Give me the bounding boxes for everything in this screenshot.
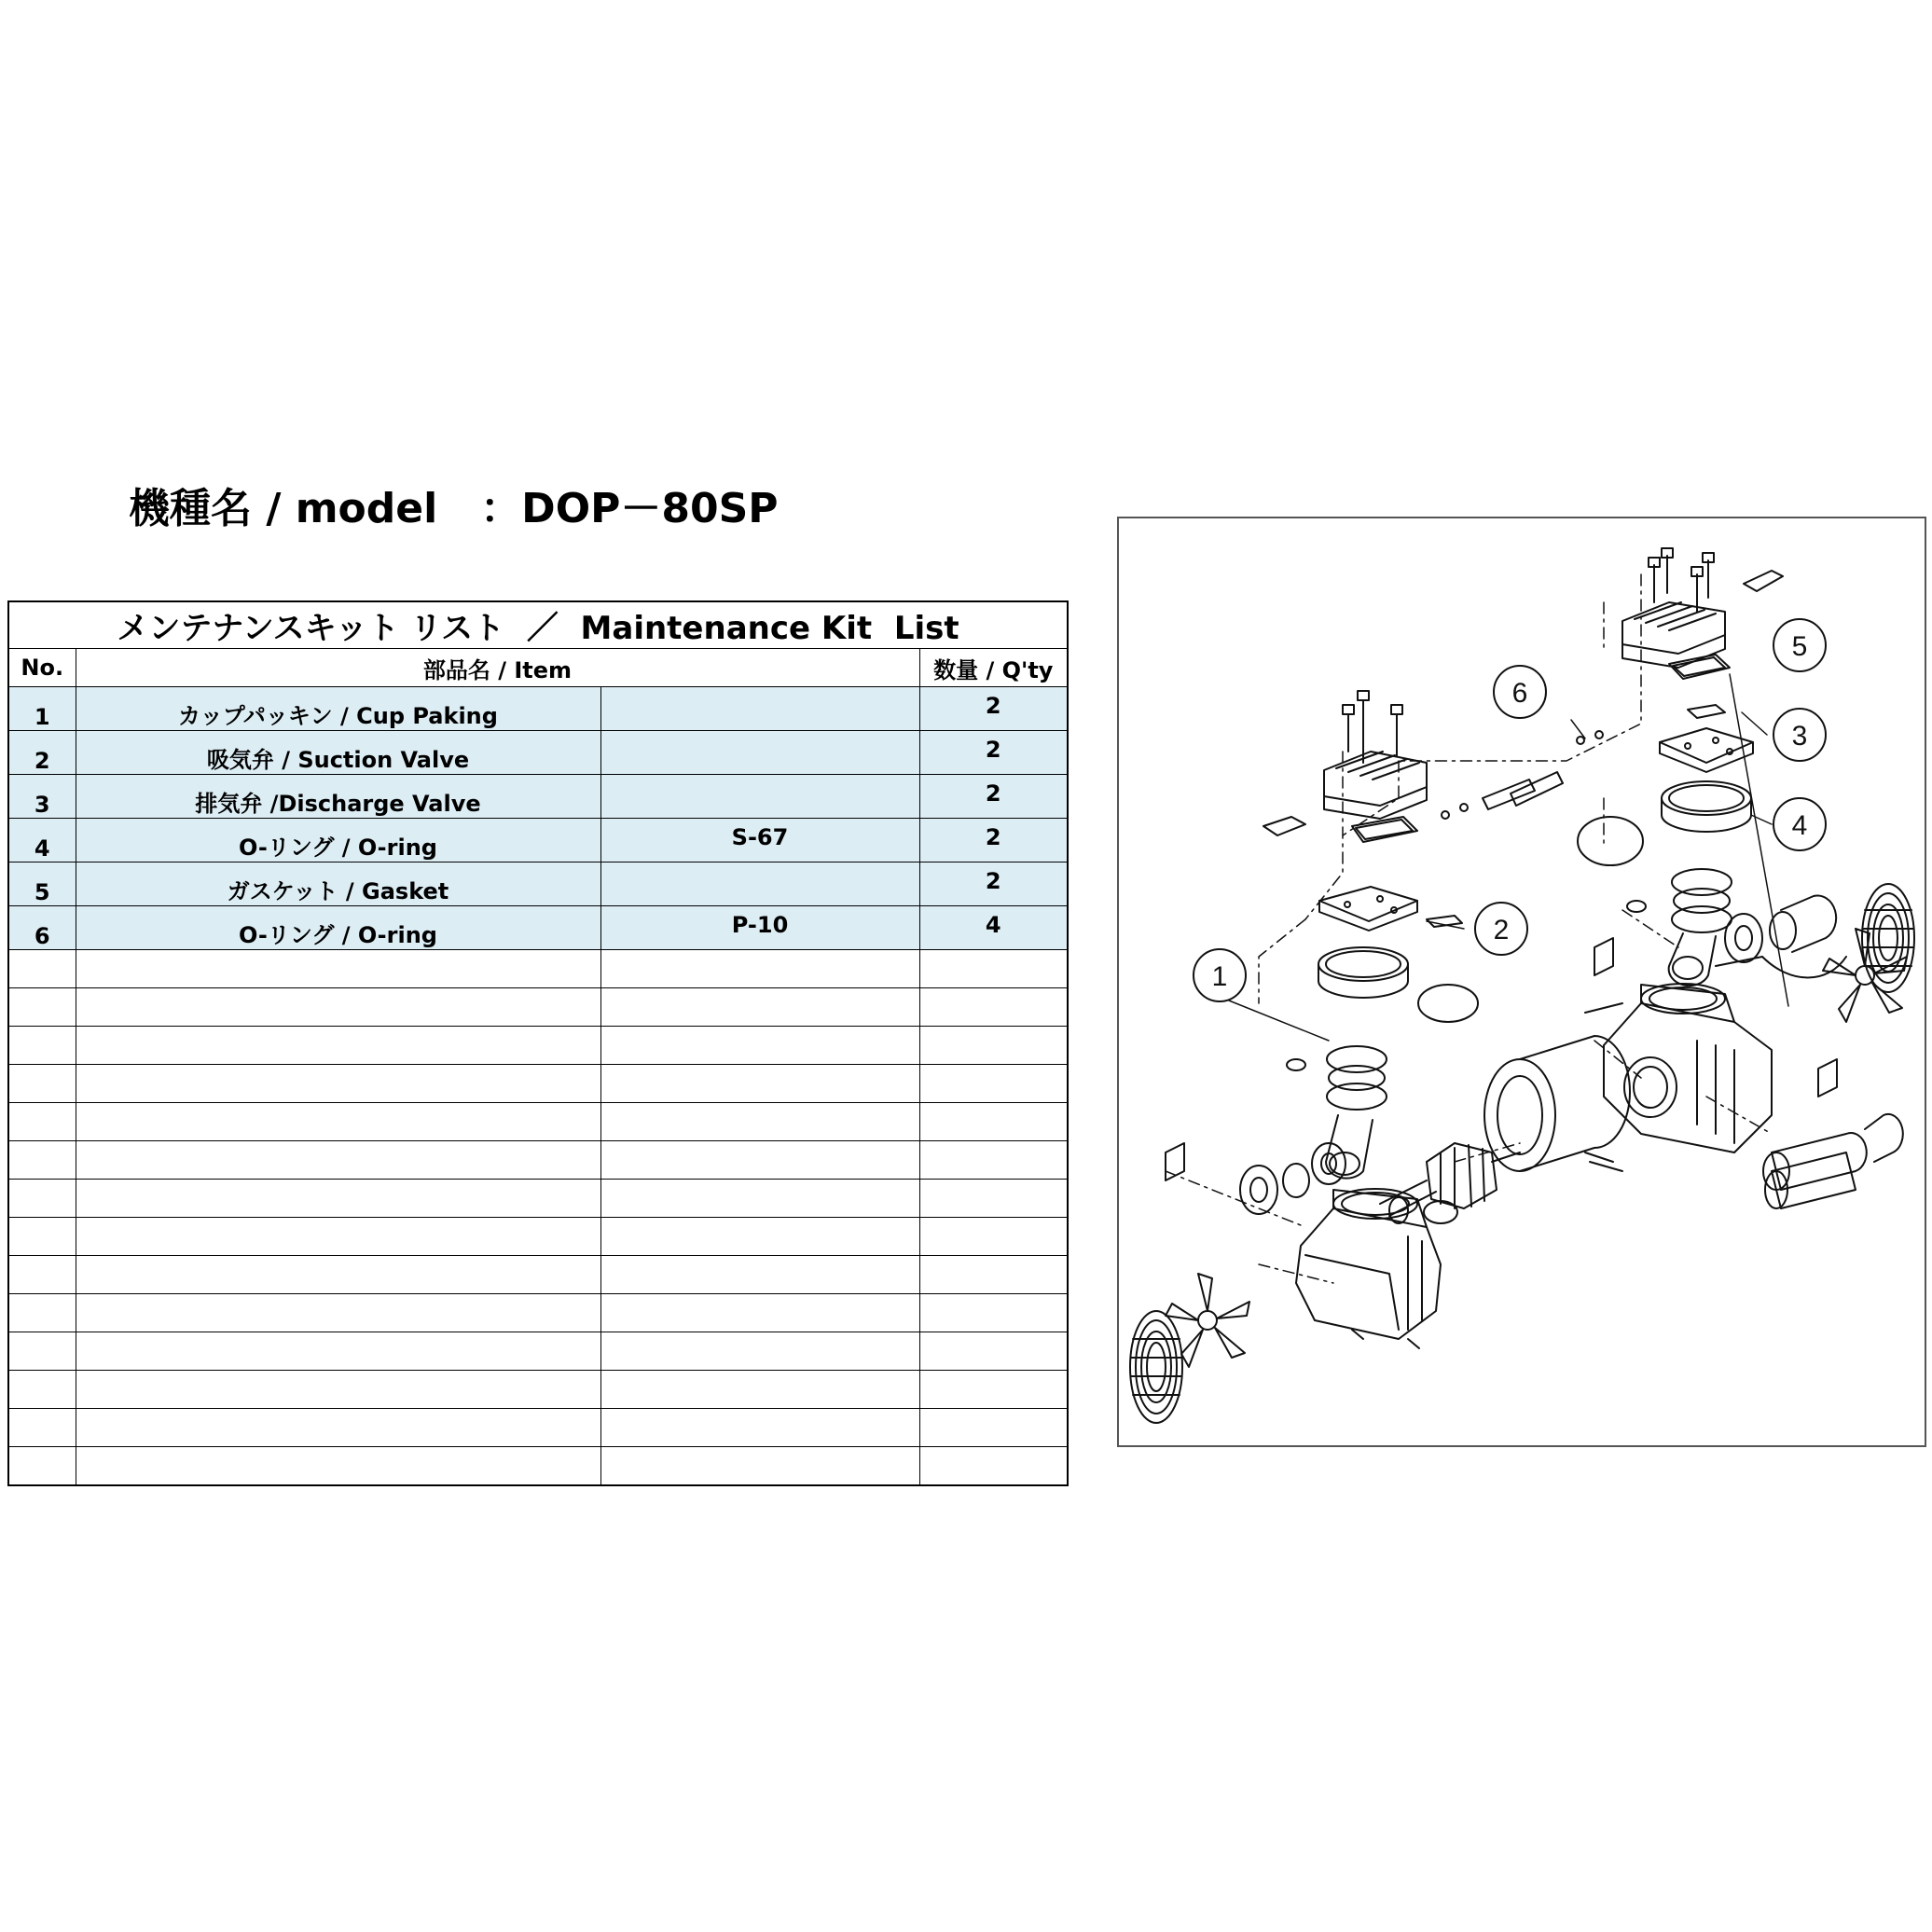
row-item: O-リング / O-ring [76, 906, 600, 950]
motor-stator [1484, 1036, 1630, 1171]
right-fan-guard [1862, 884, 1914, 992]
table-title-separator: ／ [526, 610, 559, 647]
callout-5-label: 5 [1791, 631, 1808, 662]
row-spec [600, 775, 919, 819]
callout-6-label: 6 [1511, 678, 1528, 709]
compressor-exploded-view [1119, 518, 1925, 1445]
empty-row [8, 1409, 1068, 1447]
row-spec [600, 862, 919, 906]
row-no: 6 [8, 906, 76, 950]
row-no: 3 [8, 775, 76, 819]
row-item: カップパッキン / Cup Paking [76, 687, 600, 731]
left-crankcase [1296, 1189, 1441, 1348]
row-spec: S-67 [600, 819, 919, 862]
left-head-cover [1263, 691, 1427, 835]
row-qty: 2 [919, 731, 1068, 775]
right-cylinder-ring [1662, 781, 1751, 832]
table-row [8, 906, 1068, 950]
right-fan [1823, 929, 1907, 1022]
row-qty: 2 [919, 775, 1068, 819]
right-valve-plate [1660, 705, 1753, 772]
left-cylinder-ring [1318, 947, 1408, 998]
empty-row [8, 1294, 1068, 1332]
empty-row [8, 1332, 1068, 1371]
column-header-qty: 数量 / Q'ty [919, 649, 1068, 687]
loose-o-ring-right [1578, 817, 1643, 865]
right-head-cover [1622, 548, 1783, 668]
model-label: 機種名 / model [129, 485, 438, 532]
row-qty: 2 [919, 862, 1068, 906]
left-piston-conrod [1287, 1046, 1387, 1179]
table-title-en: Maintenance Kit List [580, 610, 959, 647]
empty-row [8, 1065, 1068, 1103]
nameplate-far-right [1818, 1059, 1837, 1097]
row-qty: 2 [919, 819, 1068, 862]
row-spec: P-10 [600, 906, 919, 950]
left-gasket [1352, 817, 1417, 842]
right-bearings [1725, 895, 1846, 977]
left-fan-guard [1130, 1311, 1182, 1423]
exploded-parts-diagram [1117, 517, 1926, 1447]
row-item: 排気弁 /Discharge Valve [76, 775, 600, 819]
nameplate-right [1594, 938, 1613, 975]
row-qty: 4 [919, 906, 1068, 950]
column-header-item: 部品名 / Item [76, 649, 919, 687]
maintenance-kit-table [7, 600, 1069, 1486]
row-item: 吸気弁 / Suction Valve [76, 731, 600, 775]
table-title-ja: メンテナンスキット リスト [117, 610, 505, 647]
empty-row [8, 988, 1068, 1027]
table-row [8, 819, 1068, 862]
left-bearings [1240, 1143, 1346, 1214]
loose-o-ring-left [1418, 985, 1478, 1022]
callout-1-label: 1 [1211, 961, 1228, 992]
row-item: ガスケット / Gasket [76, 862, 600, 906]
empty-row [8, 1256, 1068, 1294]
table-caption-row [8, 601, 1068, 649]
left-fan [1166, 1274, 1249, 1367]
empty-row [8, 1447, 1068, 1486]
row-no: 4 [8, 819, 76, 862]
column-header-no: No. [8, 649, 76, 687]
empty-row [8, 1371, 1068, 1409]
right-piston-conrod [1627, 869, 1732, 986]
nameplate-left [1166, 1143, 1184, 1180]
row-spec [600, 731, 919, 775]
empty-row [8, 1180, 1068, 1218]
empty-row [8, 1103, 1068, 1141]
table-row [8, 687, 1068, 731]
right-crankcase [1585, 957, 1772, 1152]
model-title [129, 481, 779, 537]
empty-row [8, 1218, 1068, 1256]
callout-3-label: 3 [1791, 721, 1808, 752]
table-row [8, 731, 1068, 775]
table-row [8, 775, 1068, 819]
table-row [8, 862, 1068, 906]
empty-row [8, 1027, 1068, 1065]
empty-row [8, 950, 1068, 988]
table-caption [8, 601, 1068, 649]
table-header-row [8, 649, 1068, 687]
empty-row [8, 1141, 1068, 1180]
connecting-pipe [1442, 731, 1603, 819]
row-no: 5 [8, 862, 76, 906]
row-spec [600, 687, 919, 731]
model-value: ：DOP－80SP [480, 485, 779, 532]
row-no: 1 [8, 687, 76, 731]
callout-4-label: 4 [1791, 810, 1808, 841]
row-no: 2 [8, 731, 76, 775]
row-item: O-リング / O-ring [76, 819, 600, 862]
callout-2-label: 2 [1493, 915, 1510, 945]
row-qty: 2 [919, 687, 1068, 731]
